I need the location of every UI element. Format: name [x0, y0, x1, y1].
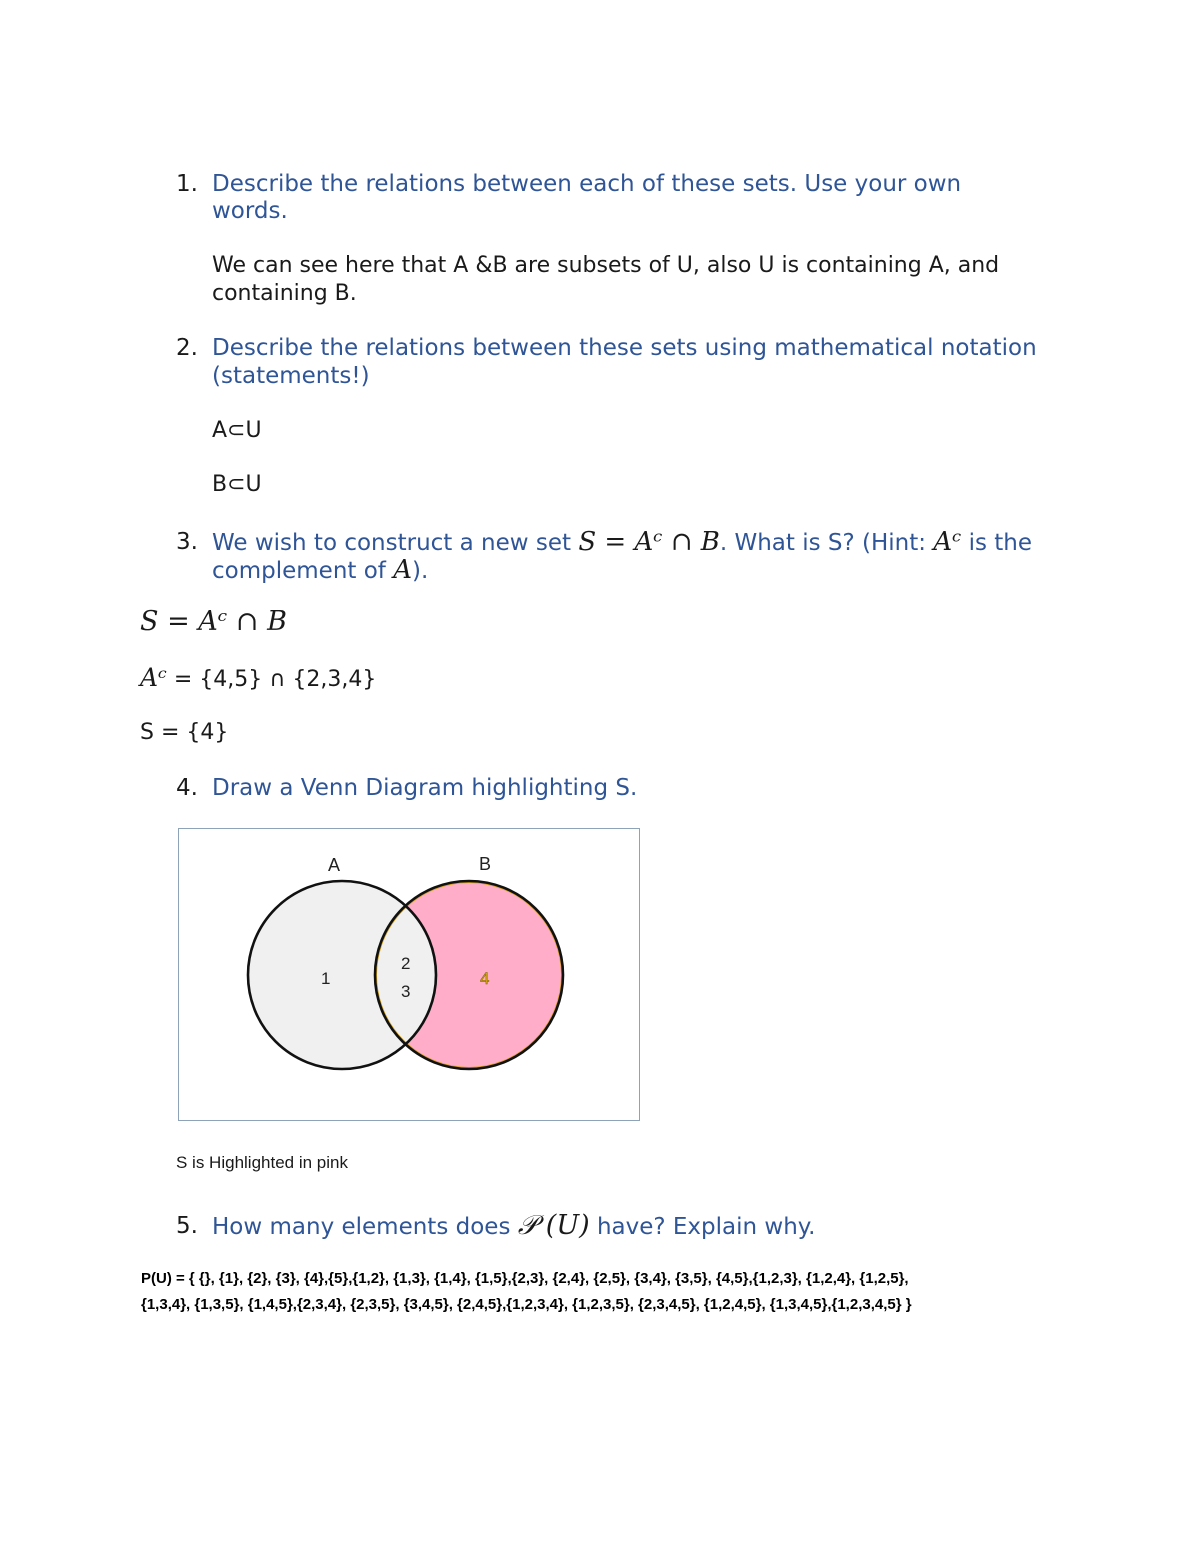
q3-answer-s: S = {4}	[140, 720, 229, 745]
q1-text-line2: words.	[212, 198, 288, 224]
q3-answer-ac: Aᶜ	[140, 663, 167, 692]
q3-text-b: . What is S? (Hint:	[719, 530, 927, 556]
q3-number: 3.	[176, 529, 198, 555]
q3-formula-a: A	[393, 555, 412, 585]
venn-diagram-frame	[178, 828, 640, 1121]
q5-formula: 𝒫 (U)	[517, 1210, 590, 1241]
q2-answer-b-subset: B⊂U	[212, 472, 262, 497]
venn-label-a: A	[328, 855, 341, 875]
q5-number: 5.	[176, 1213, 198, 1239]
q5-answer-line1: P(U) = { {}, {1}, {2}, {3}, {4},{5},{1,2}, {1,3}, {1,4}, {1,5},{2,3}, {2,4}, {2,5}, {3,4}, {3,5}, {4,5},{1,2,3}, {1,2,4}, {1,2,5},	[141, 1270, 909, 1287]
q3-text-line2	[212, 556, 428, 585]
q3-answer-formula: S = Aᶜ ∩ B	[140, 606, 287, 637]
venn-region-both-2: 2	[401, 954, 411, 973]
q3-answer-complement-line	[140, 664, 376, 694]
q3-line2-a: complement of	[212, 558, 386, 584]
q2-answer-a-subset: A⊂U	[212, 418, 262, 443]
q3-text-a: We wish to construct a new set	[212, 530, 572, 556]
q1-answer-line2: containing B.	[212, 281, 357, 306]
q5-text-a: How many elements does	[212, 1214, 511, 1240]
q3-text-c: is the	[968, 530, 1033, 556]
q1-answer-line1: We can see here that A &B are subsets of U, also U is containing A, and	[212, 253, 1000, 278]
q2-text-line2: (statements!)	[212, 363, 370, 389]
q2-text-line1: Describe the relations between these sets using mathematical notation	[212, 335, 1037, 361]
q4-number: 4.	[176, 775, 198, 801]
q2-number: 2.	[176, 335, 198, 361]
venn-region-b-only: 4	[480, 969, 490, 988]
venn-region-both-3: 3	[401, 982, 411, 1001]
q3-answer-sets: = {4,5} ∩ {2,3,4}	[173, 667, 377, 692]
q1-text-line1: Describe the relations between each of these sets. Use your own	[212, 171, 962, 197]
venn-label-b: B	[479, 854, 492, 874]
q3-formula-s: S = Aᶜ ∩ B	[578, 527, 720, 557]
q4-text: Draw a Venn Diagram highlighting S.	[212, 775, 638, 801]
venn-caption: S is Highlighted in pink	[176, 1153, 348, 1172]
q5-answer-line2: {1,3,4}, {1,3,5}, {1,4,5},{2,3,4}, {2,3,5}, {3,4,5}, {2,4,5},{1,2,3,4}, {1,2,3,5}, {2,3,4,5}, {1,2,4,5}, {1,3,4,5},{1,2,3,4,5} }	[141, 1296, 912, 1313]
q3-formula-ac: Aᶜ	[933, 527, 962, 557]
venn-diagram	[179, 829, 639, 1120]
q5-text-b: have? Explain why.	[596, 1214, 816, 1240]
q3-text-line1	[212, 528, 1032, 557]
venn-region-a-only: 1	[321, 969, 331, 988]
q1-number: 1.	[176, 171, 198, 197]
q3-line2-b: ).	[412, 558, 429, 584]
q5-text-line	[212, 1212, 815, 1241]
